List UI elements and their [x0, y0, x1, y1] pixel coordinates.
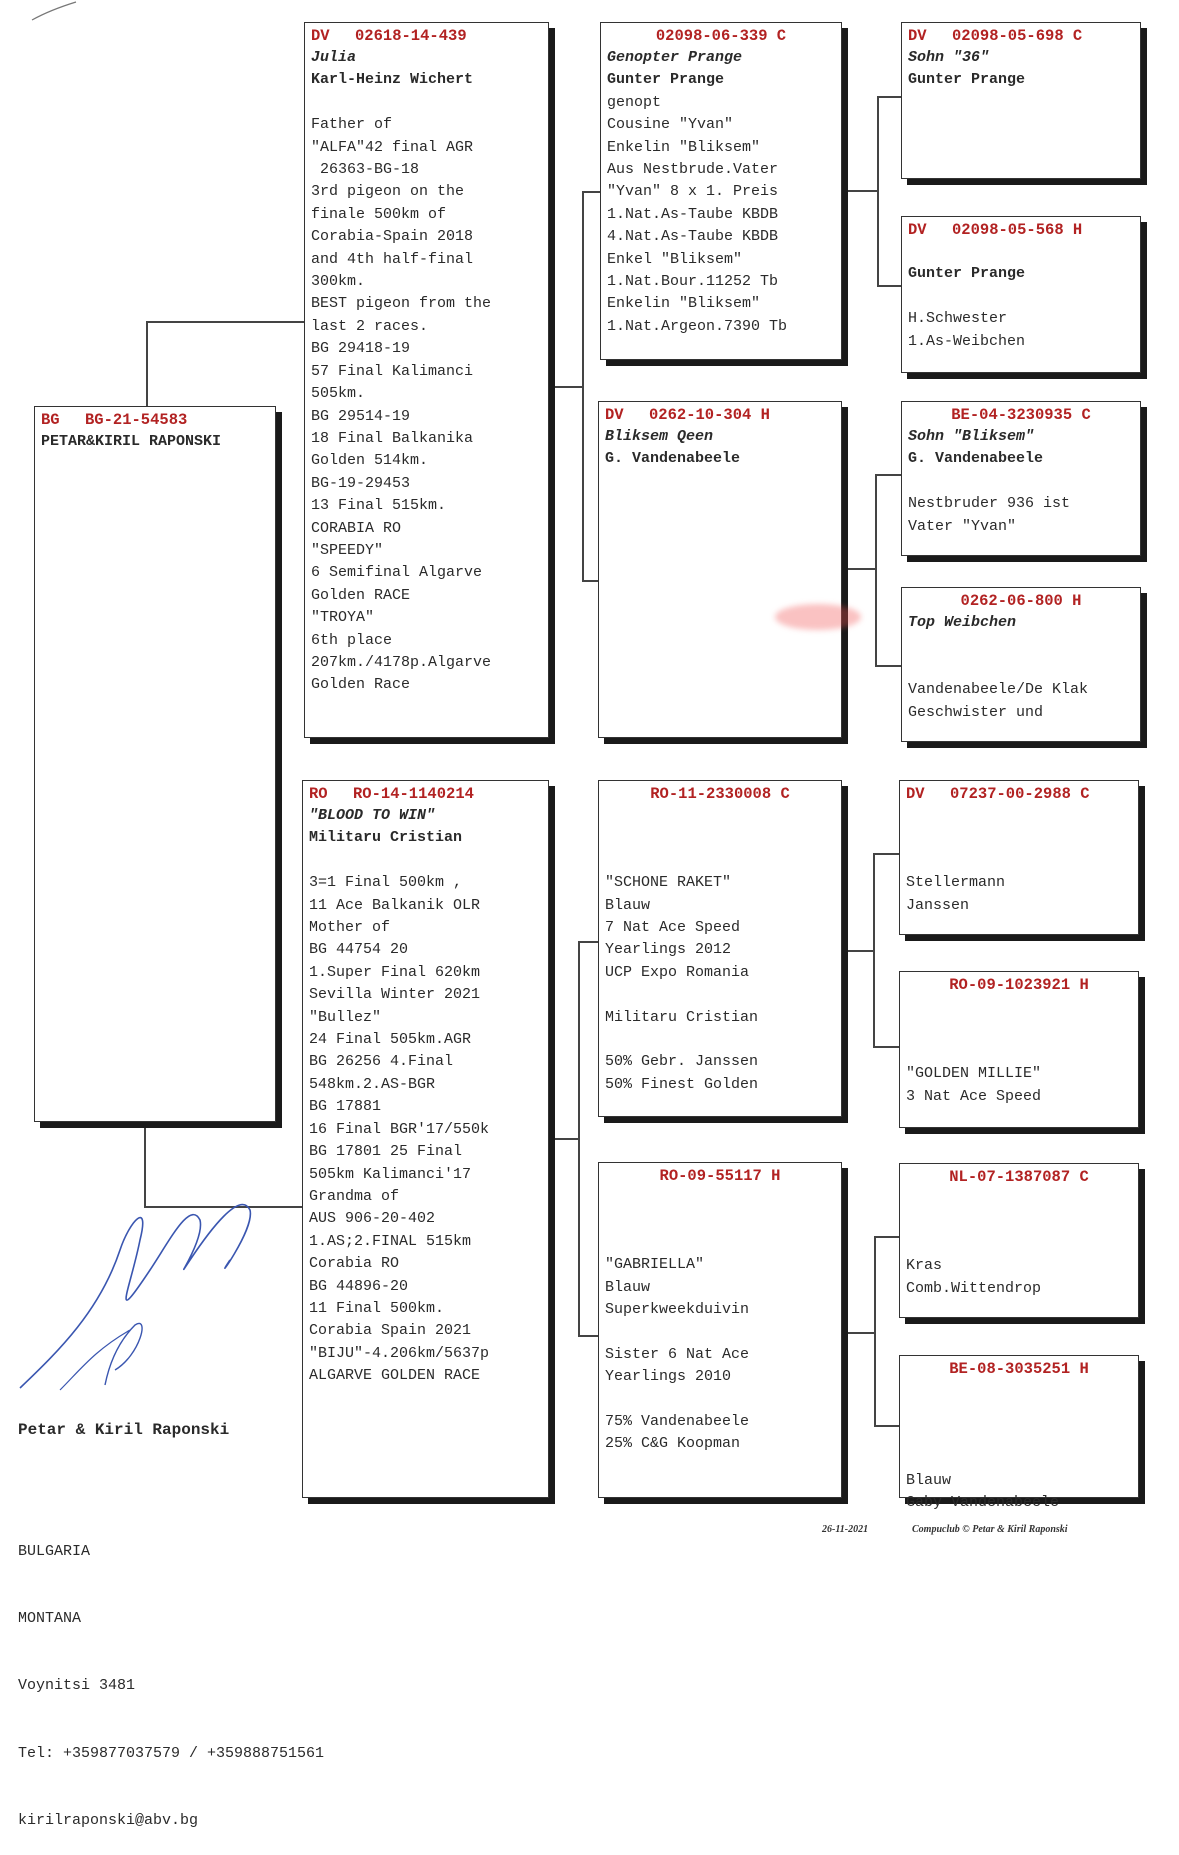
info-line: "ALFA"42 final AGR — [311, 138, 474, 156]
info-line: 207km./4178p.Algarve — [311, 653, 492, 671]
info-line — [906, 1402, 1132, 1424]
pigeon-card-gg4 — [901, 587, 1141, 742]
connector — [578, 1335, 600, 1337]
connector — [875, 474, 901, 476]
ring-code: BE-08-3035251 H — [949, 1360, 1089, 1378]
info-line — [309, 850, 542, 872]
info-line: Golden RACE — [311, 586, 411, 604]
pigeon-owner: Karl-Heinz Wichert — [311, 71, 474, 89]
info-line: 11 Ace Balkanik OLR — [309, 896, 481, 914]
info-line — [605, 1321, 835, 1343]
info-line: BG 44896-20 — [309, 1277, 409, 1295]
pigeon-owner: Gunter Prange — [908, 71, 1026, 89]
info-line: Enkelin "Bliksem" — [607, 138, 761, 156]
info-line: Sevilla Winter 2021 — [309, 986, 481, 1004]
info-line: 57 Final Kalimanci — [311, 362, 474, 380]
ring-code: 02618-14-439 — [355, 27, 467, 45]
ring-country-prefix: DV — [605, 406, 624, 424]
connector — [555, 386, 583, 388]
info-line: Blauw — [605, 896, 651, 914]
pigeon-owner: G. Vandenabeele — [605, 450, 741, 468]
connector — [578, 941, 600, 943]
info-line: 3 Nat Ace Speed — [906, 1087, 1042, 1105]
ring-number — [908, 404, 1134, 426]
info-line: last 2 races. — [311, 317, 429, 335]
info-line: Stellermann — [906, 874, 1006, 892]
ring-number — [906, 783, 1132, 805]
info-line: 300km. — [311, 273, 366, 291]
pigeon-card-dam — [302, 780, 549, 1498]
info-line: 505km Kalimanci'17 — [309, 1165, 472, 1183]
corner-pen-mark — [30, 0, 80, 24]
info-line — [906, 996, 1132, 1018]
info-line: "TROYA" — [311, 609, 375, 627]
info-line — [906, 1425, 1132, 1447]
info-line: 1.Nat.Argeon.7390 Tb — [607, 317, 788, 335]
ring-number — [906, 974, 1132, 996]
info-line: Enkel "Bliksem" — [607, 250, 743, 268]
info-line: Enkelin "Bliksem" — [607, 295, 761, 313]
ring-code: NL-07-1387087 C — [949, 1168, 1089, 1186]
info-line: Yearlings 2012 — [605, 941, 732, 959]
info-line — [906, 1041, 1132, 1063]
ring-country-prefix: BG — [41, 411, 60, 429]
info-line — [605, 1187, 835, 1209]
pigeon-name: Genopter Prange — [607, 49, 743, 66]
info-line — [311, 92, 542, 114]
info-line — [906, 1233, 1132, 1255]
breeder-region: MONTANA — [18, 1610, 82, 1628]
info-line: BG 17801 25 Final — [309, 1143, 463, 1161]
info-line: Corabia RO — [309, 1255, 400, 1273]
info-line — [906, 1210, 1132, 1232]
ring-number — [41, 409, 269, 431]
pigeon-name: Sohn "Bliksem" — [908, 428, 1035, 445]
info-line: 1.Nat.As-Taube KBDB — [607, 205, 779, 223]
info-line — [908, 471, 1134, 493]
info-line: 4.Nat.As-Taube KBDB — [607, 228, 779, 246]
info-line: BG 29514-19 — [311, 407, 411, 425]
ring-number — [908, 25, 1134, 47]
info-line: BG 29418-19 — [311, 340, 411, 358]
connector — [848, 950, 874, 952]
info-line — [906, 1188, 1132, 1210]
info-line: Cousine "Yvan" — [607, 116, 734, 134]
breeder-name: Petar & Kiril Raponski — [18, 1420, 230, 1439]
connector — [877, 285, 901, 287]
info-line — [908, 286, 1134, 308]
info-line: 25% C&G Koopman — [605, 1435, 741, 1453]
info-line — [605, 1209, 835, 1231]
pigeon-card-sire-dam — [598, 401, 842, 738]
info-line: BG 26256 4.Final — [309, 1053, 454, 1071]
info-line — [906, 827, 1132, 849]
ring-number — [908, 590, 1134, 612]
ring-number — [309, 783, 542, 805]
info-line: 6th place — [311, 631, 393, 649]
connector — [874, 1236, 899, 1238]
breeder-email: kirilraponski@abv.bg — [18, 1811, 199, 1829]
info-line — [605, 984, 835, 1006]
ring-number — [906, 1358, 1132, 1380]
info-line: Vater "Yvan" — [908, 517, 1017, 535]
signature-graphic — [0, 1180, 270, 1400]
pigeon-card-gg6 — [899, 971, 1139, 1128]
info-line: H.Schwester — [908, 310, 1008, 328]
connector — [555, 1138, 580, 1140]
connector — [146, 321, 148, 408]
pigeon-card-dam-sire — [598, 780, 842, 1117]
pigeon-name: Bliksem Qeen — [605, 428, 714, 445]
ring-number — [607, 25, 835, 47]
pigeon-card-gg8 — [899, 1355, 1139, 1512]
info-line: Aus Nestbrude.Vater — [607, 161, 779, 179]
ring-country-prefix: RO — [309, 785, 328, 803]
ring-code: 0262-06-800 H — [960, 592, 1082, 610]
info-line: Father of — [311, 116, 393, 134]
pigeon-card-gg1 — [901, 22, 1141, 179]
info-line — [605, 805, 835, 827]
ring-code: RO-14-1140214 — [353, 785, 474, 803]
pigeon-card-gg2 — [901, 216, 1141, 373]
info-line — [605, 827, 835, 849]
info-line: Golden Race — [311, 676, 411, 694]
info-line — [605, 1389, 835, 1411]
info-line: 13 Final 515km. — [311, 497, 447, 515]
connector — [848, 190, 878, 192]
pigeon-card-gg5 — [899, 780, 1139, 935]
info-line: Blauw — [605, 1278, 651, 1296]
pigeon-name: Top Weibchen — [908, 614, 1017, 631]
info-line — [906, 1018, 1132, 1040]
connector — [877, 96, 879, 287]
info-line: "Yvan" 8 x 1. Preis — [607, 183, 779, 201]
connector — [873, 853, 875, 1048]
ring-country-prefix: DV — [908, 221, 927, 239]
info-line: Corabia Spain 2021 — [309, 1322, 472, 1340]
ring-code: BG-21-54583 — [85, 411, 188, 429]
connector — [877, 96, 901, 98]
connector — [875, 474, 877, 667]
breeder-address: Voynitsi 3481 — [18, 1677, 136, 1695]
pigeon-owner: Gunter Prange — [607, 71, 725, 89]
breeder-country: BULGARIA — [18, 1542, 91, 1560]
info-line: Janssen — [906, 896, 970, 914]
ring-country-prefix: DV — [906, 785, 925, 803]
pigeon-card-sire-sire — [600, 22, 842, 360]
ring-code: 0262-10-304 H — [649, 406, 770, 424]
info-line: 1.AS;2.FINAL 515km — [309, 1232, 472, 1250]
ring-code: BE-04-3230935 C — [951, 406, 1091, 424]
info-line: 11 Final 500km. — [309, 1299, 445, 1317]
info-line: Corabia-Spain 2018 — [311, 228, 474, 246]
info-line: 1.As-Weibchen — [908, 332, 1026, 350]
ink-smudge — [775, 604, 861, 630]
info-line: Sister 6 Nat Ace — [605, 1345, 750, 1363]
info-line: "SCHONE RAKET" — [605, 874, 732, 892]
info-line: 1.Super Final 620km — [309, 963, 481, 981]
ring-country-prefix: DV — [311, 27, 330, 45]
ring-number — [311, 25, 542, 47]
print-date: 26-11-2021 — [822, 1524, 869, 1535]
info-line: 3rd pigeon on the — [311, 183, 465, 201]
info-line — [906, 1380, 1132, 1402]
ring-number — [605, 783, 835, 805]
ring-code: 07237-00-2988 C — [950, 785, 1090, 803]
info-line: Geschwister und — [908, 703, 1044, 721]
ring-code: RO-09-1023921 H — [949, 976, 1089, 994]
ring-number — [906, 1166, 1132, 1188]
info-line: BEST pigeon from the — [311, 295, 492, 313]
pigeon-name: "BLOOD TO WIN" — [309, 807, 436, 824]
info-line: Vandenabeele/De Klak — [908, 681, 1089, 699]
info-line — [906, 1447, 1132, 1469]
info-line: ALGARVE GOLDEN RACE — [309, 1367, 481, 1385]
info-line: BG 17881 — [309, 1098, 382, 1116]
ring-number — [605, 404, 835, 426]
connector — [848, 568, 876, 570]
pigeon-card-sire — [304, 22, 549, 738]
info-line: Comb.Wittendrop — [906, 1279, 1042, 1297]
info-line: Mother of — [309, 919, 391, 937]
pigeon-card-gg3 — [901, 401, 1141, 556]
ring-number — [908, 219, 1134, 241]
info-line: 1.Nat.Bour.11252 Tb — [607, 273, 779, 291]
info-line — [605, 1029, 835, 1051]
pigeon-owner: Gunter Prange — [908, 265, 1026, 283]
info-line: 75% Vandenabeele — [605, 1413, 750, 1431]
ring-code: RO-11-2330008 C — [650, 785, 790, 803]
info-line: CORABIA RO — [311, 519, 402, 537]
info-line: BG-19-29453 — [311, 474, 411, 492]
info-line: BG 44754 20 — [309, 941, 409, 959]
connector — [873, 1046, 899, 1048]
info-line: genopt — [607, 93, 662, 111]
pigeon-card-gg7 — [899, 1163, 1139, 1318]
info-line: "BIJU"-4.206km/5637p — [309, 1344, 490, 1362]
info-line — [908, 657, 1134, 679]
pigeon-owner: Militaru Cristian — [309, 829, 463, 847]
info-line: Gaby Vandenabeele — [906, 1494, 1060, 1512]
info-line: 24 Final 505km.AGR — [309, 1031, 472, 1049]
info-line — [906, 805, 1132, 827]
connector — [875, 665, 901, 667]
connector — [578, 941, 580, 1337]
ring-code: 02098-05-698 C — [952, 27, 1083, 45]
info-line: Yearlings 2010 — [605, 1368, 732, 1386]
pigeon-card-dam-dam — [598, 1162, 842, 1498]
info-line: finale 500km of — [311, 205, 447, 223]
info-line: AUS 906-20-402 — [309, 1210, 436, 1228]
connector — [582, 191, 600, 193]
breeder-contact — [18, 1374, 324, 1855]
info-line: Kras — [906, 1257, 943, 1275]
breeder-phone: Tel: +359877037579 / +359888751561 — [18, 1744, 325, 1762]
info-line: 50% Gebr. Janssen — [605, 1053, 759, 1071]
software-credit: Compuclub © Petar & Kiril Raponski — [912, 1524, 1068, 1535]
ring-code: RO-09-55117 H — [659, 1167, 781, 1185]
info-line: Grandma of — [309, 1187, 400, 1205]
connector — [146, 321, 304, 323]
ring-code: 02098-06-339 C — [655, 27, 787, 45]
pigeon-name: Julia — [311, 49, 357, 66]
info-line: UCP Expo Romania — [605, 963, 750, 981]
info-line: "Bullez" — [309, 1008, 382, 1026]
info-line: and 4th half-final — [311, 250, 474, 268]
pigeon-owner: G. Vandenabeele — [908, 450, 1044, 468]
info-line: "GOLDEN MILLIE" — [906, 1065, 1042, 1083]
info-line: 16 Final BGR'17/550k — [309, 1120, 490, 1138]
info-line — [605, 850, 835, 872]
info-line: "SPEEDY" — [311, 541, 384, 559]
info-line: 6 Semifinal Algarve — [311, 564, 483, 582]
info-line: 548km.2.AS-BGR — [309, 1075, 436, 1093]
pigeon-card-subject — [34, 406, 276, 1122]
info-line — [906, 850, 1132, 872]
ring-code: 02098-05-568 H — [952, 221, 1083, 239]
connector — [874, 1425, 899, 1427]
info-line: 26363-BG-18 — [311, 161, 420, 179]
info-line: Militaru Cristian — [605, 1008, 759, 1026]
ring-number — [605, 1165, 835, 1187]
info-line: Superkweekduivin — [605, 1301, 750, 1319]
info-line — [605, 1232, 835, 1254]
info-line — [908, 241, 1134, 263]
info-line: Blauw — [906, 1471, 952, 1489]
info-line: "GABRIELLA" — [605, 1256, 705, 1274]
connector — [582, 191, 584, 582]
info-line: 18 Final Balkanika — [311, 429, 474, 447]
info-line: 3=1 Final 500km , — [309, 874, 463, 892]
info-line: 505km. — [311, 385, 366, 403]
info-line: 7 Nat Ace Speed — [605, 919, 741, 937]
info-line — [908, 634, 1134, 656]
pigeon-owner: PETAR&KIRIL RAPONSKI — [41, 433, 222, 450]
connector — [874, 1236, 876, 1427]
info-line: Nestbruder 936 ist — [908, 495, 1071, 513]
ring-country-prefix: DV — [908, 27, 927, 45]
connector — [848, 1332, 875, 1334]
pigeon-name: Sohn "36" — [908, 49, 990, 66]
connector — [873, 853, 899, 855]
info-line: Golden 514km. — [311, 452, 429, 470]
info-line: 50% Finest Golden — [605, 1075, 759, 1093]
